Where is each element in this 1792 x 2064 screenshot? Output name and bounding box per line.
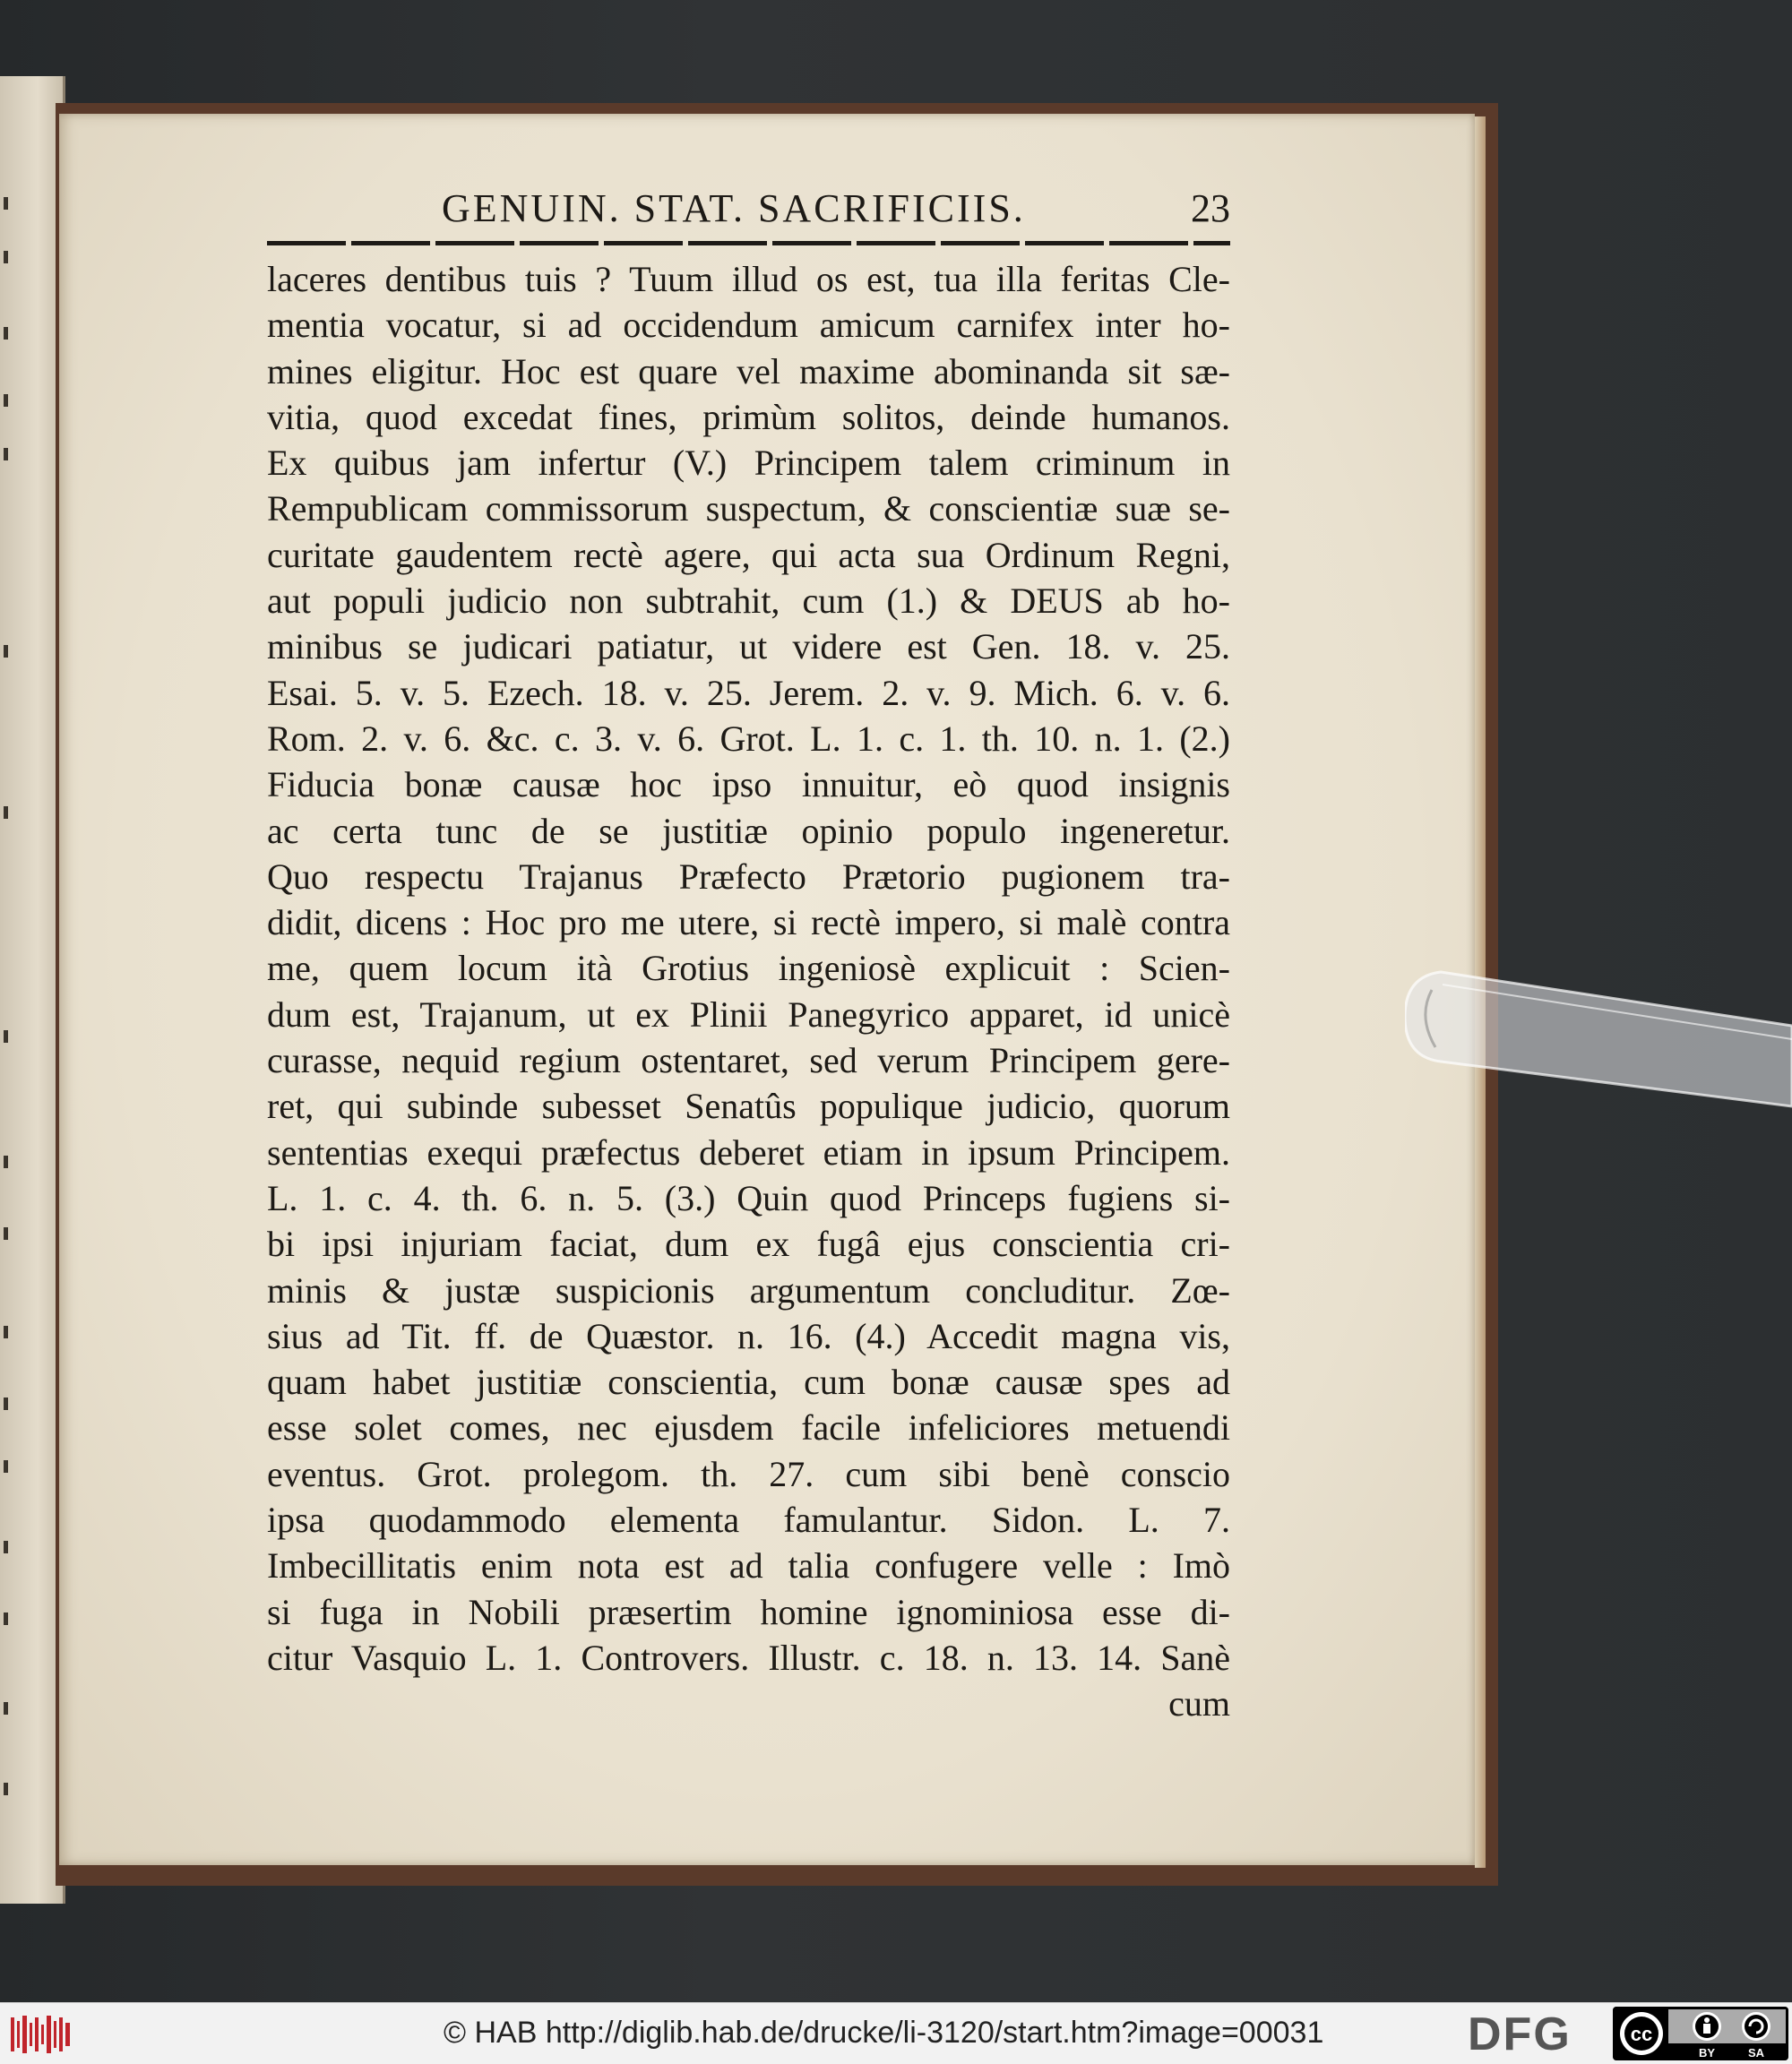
text-line: Quo respectu Trajanus Præfecto Prætorio pugionem tra-	[267, 856, 1230, 897]
text-line: didit, dicens : Hoc pro me utere, si rectè impero, si malè contra	[267, 902, 1230, 943]
page-text-block	[267, 175, 1230, 1727]
running-head	[267, 175, 1230, 237]
text-line: sententias exequi præfectus deberet etiam in ipsum Principem.	[267, 1131, 1230, 1173]
text-line: quam habet justitiæ conscientia, cum bonæ causæ spes ad	[267, 1362, 1230, 1403]
text-line: dum est, Trajanum, ut ex Plinii Panegyrico apparet, id unicè	[267, 993, 1230, 1035]
text-line: Rom. 2. v. 6. &c. c. 3. v. 6. Grot. L. 1. c. 1. th. 10. n. 1. (2.)	[267, 718, 1230, 759]
header-rule	[267, 241, 1230, 245]
cc-by-sa-icon[interactable]	[1613, 2007, 1788, 2060]
text-line: citur Vasquio L. 1. Controvers. Illustr. c. 18. n. 13. 14. Sanè	[267, 1637, 1230, 1678]
badge-label-by: BY	[1698, 2046, 1716, 2060]
text-line: Imbecillitatis enim nota est ad talia confugere velle : Imò	[267, 1545, 1230, 1587]
text-line: bi ipsi injuriam faciat, dum ex fugâ ejus conscientia cri-	[267, 1224, 1230, 1265]
text-line: Ex quibus jam infertur (V.) Principem talem criminum in	[267, 443, 1230, 484]
text-line: Esai. 5. v. 5. Ezech. 18. v. 25. Jerem. 2. v. 9. Mich. 6. v. 6.	[267, 672, 1230, 713]
text-line: ret, qui subinde subesset Senatûs populique judicio, quorum	[267, 1086, 1230, 1127]
running-title: GENUIN. STAT. SACRIFICIIS.	[442, 186, 1026, 230]
text-line: si fuga in Nobili præsertim homine ignominiosa esse di-	[267, 1591, 1230, 1632]
text-line: mines eligitur. Hoc est quare vel maxime abominanda sit sæ-	[267, 350, 1230, 391]
left-page-bleed-marks	[0, 179, 13, 1792]
text-line: vitia, quod excedat fines, primùm solitos, deinde humanos.	[267, 396, 1230, 437]
text-line: sius ad Tit. ff. de Quæstor. n. 16. (4.) Accedit magna vis,	[267, 1315, 1230, 1356]
text-line: Rempublicam commissorum suspectum, & conscientiæ suæ se-	[267, 488, 1230, 529]
hab-barcode-logo-icon	[9, 2012, 73, 2057]
footer-bar	[0, 2002, 1792, 2064]
page-holder-clip-icon	[1405, 954, 1792, 1133]
text-line: esse solet comes, nec ejusdem facile infeliciores metuendi	[267, 1407, 1230, 1449]
text-line: aut populi judicio non subtrahit, cum (1.) & DEUS ab ho-	[267, 580, 1230, 622]
svg-text:cc: cc	[1630, 2023, 1653, 2045]
text-line: ac certa tunc de se justitiæ opinio populo ingeneretur.	[267, 810, 1230, 851]
text-line: minis & justæ suspicionis argumentum concluditur. Zœ-	[267, 1269, 1230, 1311]
text-line: curasse, nequid regium ostentaret, sed verum Principem gere-	[267, 1040, 1230, 1081]
text-line: curitate gaudentem rectè agere, qui acta sua Ordinum Regni,	[267, 534, 1230, 575]
text-line: eventus. Grot. prolegom. th. 27. cum sibi benè conscio	[267, 1453, 1230, 1494]
text-line: laceres dentibus tuis ? Tuum illud os est, tua illa feritas Cle-	[267, 259, 1230, 299]
page-number: 23	[1191, 186, 1230, 230]
badge-label-sa: SA	[1747, 2046, 1765, 2060]
text-line: me, quem locum ità Grotius ingeniosè explicuit : Scien-	[267, 948, 1230, 989]
text-line: Fiducia bonæ causæ hoc ipso innuitur, eò quod insignis	[267, 764, 1230, 805]
body-text	[267, 256, 1230, 1727]
catchword: cum	[1168, 1683, 1230, 1724]
text-line: mentia vocatur, si ad occidendum amicum carnifex inter ho-	[267, 305, 1230, 346]
text-line: minibus se judicari patiatur, ut videre est Gen. 18. v. 25.	[267, 626, 1230, 667]
copyright-url-text: © HAB http://diglib.hab.de/drucke/li-3120/start.htm?image=00031	[444, 2016, 1324, 2050]
text-line: ipsa quodammodo elementa famulantur. Sidon. L. 7.	[267, 1500, 1230, 1541]
dfg-logo: DFG	[1468, 2008, 1572, 2060]
text-line: L. 1. c. 4. th. 6. n. 5. (3.) Quin quod Princeps fugiens si-	[267, 1177, 1230, 1218]
